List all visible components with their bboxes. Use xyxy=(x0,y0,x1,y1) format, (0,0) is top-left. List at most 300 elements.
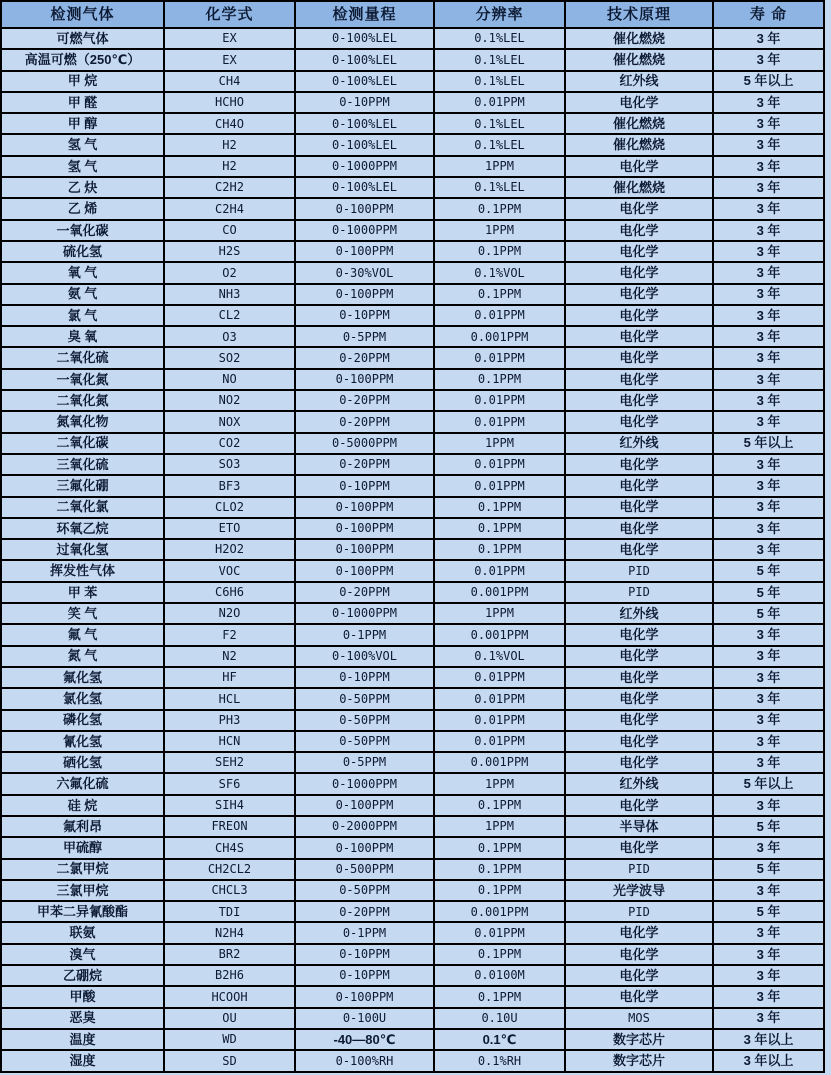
table-row xyxy=(1,859,824,880)
cell-technology: 电化学 xyxy=(565,92,713,113)
cell-lifespan: 3 年 xyxy=(713,688,824,709)
cell-technology: 电化学 xyxy=(565,837,713,858)
table-row xyxy=(1,134,824,155)
cell-technology: 电化学 xyxy=(565,198,713,219)
cell-lifespan: 3 年 xyxy=(713,49,824,70)
cell-lifespan: 3 年 xyxy=(713,305,824,326)
cell-resolution: 0.01PPM xyxy=(434,390,565,411)
cell-gas-name: 三氟化硼 xyxy=(1,475,164,496)
cell-detection-range: 0-100%LEL xyxy=(295,28,434,49)
cell-gas-name: 乙 烯 xyxy=(1,198,164,219)
table-row xyxy=(1,965,824,986)
cell-resolution: 0.1%LEL xyxy=(434,177,565,198)
cell-resolution: 0.1PPM xyxy=(434,944,565,965)
cell-gas-name: 三氯甲烷 xyxy=(1,880,164,901)
cell-resolution: 0.1PPM xyxy=(434,837,565,858)
cell-technology: 电化学 xyxy=(565,241,713,262)
cell-detection-range: 0-100%LEL xyxy=(295,113,434,134)
cell-gas-name: 氨 气 xyxy=(1,284,164,305)
table-row xyxy=(1,177,824,198)
cell-resolution: 0.1%VOL xyxy=(434,262,565,283)
cell-gas-name: 二氧化氯 xyxy=(1,497,164,518)
cell-chemical-formula: ETO xyxy=(164,518,295,539)
cell-chemical-formula: H2O2 xyxy=(164,539,295,560)
table-row xyxy=(1,433,824,454)
cell-lifespan: 3 年 xyxy=(713,92,824,113)
cell-lifespan: 3 年 xyxy=(713,156,824,177)
cell-chemical-formula: CL2 xyxy=(164,305,295,326)
table-row xyxy=(1,305,824,326)
cell-chemical-formula: N2O xyxy=(164,603,295,624)
cell-detection-range: 0-10PPM xyxy=(295,944,434,965)
cell-gas-name: 磷化氢 xyxy=(1,710,164,731)
cell-detection-range: 0-10PPM xyxy=(295,965,434,986)
column-header-detection-range: 检测量程 xyxy=(295,1,434,28)
cell-technology: 电化学 xyxy=(565,986,713,1007)
cell-technology: 电化学 xyxy=(565,688,713,709)
cell-detection-range: 0-100PPM xyxy=(295,518,434,539)
cell-lifespan: 3 年 xyxy=(713,667,824,688)
cell-resolution: 0.10U xyxy=(434,1008,565,1029)
cell-detection-range: 0-100PPM xyxy=(295,241,434,262)
cell-detection-range: 0-5000PPM xyxy=(295,433,434,454)
cell-lifespan: 3 年 xyxy=(713,624,824,645)
cell-chemical-formula: EX xyxy=(164,28,295,49)
cell-chemical-formula: H2S xyxy=(164,241,295,262)
cell-detection-range: 0-20PPM xyxy=(295,411,434,432)
column-header-chemical-formula: 化学式 xyxy=(164,1,295,28)
cell-detection-range: 0-100PPM xyxy=(295,837,434,858)
table-row xyxy=(1,369,824,390)
cell-resolution: 0.01PPM xyxy=(434,411,565,432)
cell-detection-range: 0-5PPM xyxy=(295,752,434,773)
cell-technology: 红外线 xyxy=(565,603,713,624)
cell-resolution: 0.01PPM xyxy=(434,347,565,368)
table-row xyxy=(1,539,824,560)
cell-detection-range: 0-100%RH xyxy=(295,1050,434,1072)
cell-resolution: 1PPM xyxy=(434,433,565,454)
cell-gas-name: 臭 氧 xyxy=(1,326,164,347)
cell-resolution: 0.1%RH xyxy=(434,1050,565,1072)
cell-technology: 红外线 xyxy=(565,773,713,794)
cell-resolution: 0.01PPM xyxy=(434,475,565,496)
cell-detection-range: 0-100%VOL xyxy=(295,646,434,667)
cell-detection-range: 0-5PPM xyxy=(295,326,434,347)
table-row xyxy=(1,880,824,901)
table-row xyxy=(1,582,824,603)
cell-resolution: 0.1℃ xyxy=(434,1029,565,1050)
cell-chemical-formula: CH2CL2 xyxy=(164,859,295,880)
cell-chemical-formula: HCOOH xyxy=(164,986,295,1007)
cell-lifespan: 3 年 xyxy=(713,1008,824,1029)
cell-resolution: 0.0100M xyxy=(434,965,565,986)
cell-chemical-formula: NH3 xyxy=(164,284,295,305)
cell-technology: 电化学 xyxy=(565,411,713,432)
cell-lifespan: 3 年 xyxy=(713,880,824,901)
table-row xyxy=(1,603,824,624)
cell-technology: 电化学 xyxy=(565,454,713,475)
cell-chemical-formula: BF3 xyxy=(164,475,295,496)
cell-gas-name: 氧 气 xyxy=(1,262,164,283)
cell-technology: 催化燃烧 xyxy=(565,177,713,198)
cell-chemical-formula: BR2 xyxy=(164,944,295,965)
cell-resolution: 0.01PPM xyxy=(434,731,565,752)
cell-lifespan: 3 年 xyxy=(713,134,824,155)
table-row xyxy=(1,220,824,241)
table-row xyxy=(1,986,824,1007)
cell-resolution: 0.1PPM xyxy=(434,795,565,816)
cell-chemical-formula: NO2 xyxy=(164,390,295,411)
cell-lifespan: 3 年 xyxy=(713,326,824,347)
cell-resolution: 0.1PPM xyxy=(434,518,565,539)
table-row xyxy=(1,624,824,645)
cell-gas-name: 六氟化硫 xyxy=(1,773,164,794)
cell-technology: 电化学 xyxy=(565,646,713,667)
cell-detection-range: 0-100%LEL xyxy=(295,134,434,155)
cell-technology: 电化学 xyxy=(565,220,713,241)
table-row xyxy=(1,262,824,283)
table-row xyxy=(1,113,824,134)
cell-lifespan: 3 年 xyxy=(713,710,824,731)
table-row xyxy=(1,837,824,858)
cell-chemical-formula: CO2 xyxy=(164,433,295,454)
cell-lifespan: 3 年 xyxy=(713,837,824,858)
cell-chemical-formula: VOC xyxy=(164,560,295,581)
cell-chemical-formula: SO2 xyxy=(164,347,295,368)
cell-detection-range: 0-100PPM xyxy=(295,497,434,518)
cell-chemical-formula: SEH2 xyxy=(164,752,295,773)
cell-resolution: 1PPM xyxy=(434,220,565,241)
cell-chemical-formula: CH4S xyxy=(164,837,295,858)
cell-detection-range: 0-50PPM xyxy=(295,688,434,709)
column-header-lifespan: 寿 命 xyxy=(713,1,824,28)
cell-technology: 电化学 xyxy=(565,390,713,411)
cell-chemical-formula: C6H6 xyxy=(164,582,295,603)
cell-technology: 电化学 xyxy=(565,667,713,688)
cell-technology: 催化燃烧 xyxy=(565,134,713,155)
cell-chemical-formula: N2H4 xyxy=(164,922,295,943)
cell-gas-name: 氮氧化物 xyxy=(1,411,164,432)
cell-technology: 红外线 xyxy=(565,71,713,92)
table-row xyxy=(1,1008,824,1029)
table-row xyxy=(1,667,824,688)
table-row xyxy=(1,454,824,475)
cell-resolution: 0.1%VOL xyxy=(434,646,565,667)
cell-chemical-formula: EX xyxy=(164,49,295,70)
cell-resolution: 0.01PPM xyxy=(434,667,565,688)
cell-technology: 数字芯片 xyxy=(565,1050,713,1072)
cell-resolution: 0.01PPM xyxy=(434,710,565,731)
table-row xyxy=(1,198,824,219)
cell-gas-name: 氮 气 xyxy=(1,646,164,667)
cell-chemical-formula: CO xyxy=(164,220,295,241)
cell-resolution: 0.1%LEL xyxy=(434,49,565,70)
cell-resolution: 0.01PPM xyxy=(434,560,565,581)
cell-lifespan: 3 年 xyxy=(713,411,824,432)
cell-technology: 电化学 xyxy=(565,497,713,518)
cell-detection-range: 0-50PPM xyxy=(295,880,434,901)
cell-technology: 电化学 xyxy=(565,369,713,390)
cell-technology: 电化学 xyxy=(565,262,713,283)
cell-resolution: 0.1%LEL xyxy=(434,71,565,92)
cell-detection-range: 0-20PPM xyxy=(295,347,434,368)
cell-resolution: 0.1%LEL xyxy=(434,113,565,134)
cell-detection-range: 0-500PPM xyxy=(295,859,434,880)
cell-detection-range: 0-20PPM xyxy=(295,582,434,603)
cell-chemical-formula: H2 xyxy=(164,134,295,155)
cell-detection-range: 0-100U xyxy=(295,1008,434,1029)
cell-gas-name: 氯 气 xyxy=(1,305,164,326)
table-body xyxy=(1,28,824,1072)
table-row xyxy=(1,71,824,92)
table-row xyxy=(1,646,824,667)
cell-lifespan: 3 年 xyxy=(713,28,824,49)
cell-chemical-formula: O3 xyxy=(164,326,295,347)
cell-lifespan: 3 年 xyxy=(713,198,824,219)
cell-technology: 电化学 xyxy=(565,922,713,943)
cell-detection-range: 0-1000PPM xyxy=(295,220,434,241)
cell-technology: 催化燃烧 xyxy=(565,49,713,70)
cell-technology: 电化学 xyxy=(565,305,713,326)
cell-resolution: 0.1PPM xyxy=(434,539,565,560)
cell-technology: 电化学 xyxy=(565,710,713,731)
cell-detection-range: 0-10PPM xyxy=(295,92,434,113)
cell-gas-name: 温度 xyxy=(1,1029,164,1050)
cell-resolution: 0.1PPM xyxy=(434,198,565,219)
cell-resolution: 0.1%LEL xyxy=(434,28,565,49)
cell-detection-range: 0-100PPM xyxy=(295,369,434,390)
cell-technology: 催化燃烧 xyxy=(565,113,713,134)
table-row xyxy=(1,49,824,70)
cell-resolution: 1PPM xyxy=(434,816,565,837)
cell-chemical-formula: SIH4 xyxy=(164,795,295,816)
table-row xyxy=(1,347,824,368)
cell-detection-range: 0-100PPM xyxy=(295,560,434,581)
cell-chemical-formula: C2H2 xyxy=(164,177,295,198)
cell-resolution: 0.001PPM xyxy=(434,326,565,347)
cell-gas-name: 湿度 xyxy=(1,1050,164,1072)
cell-resolution: 0.1PPM xyxy=(434,284,565,305)
cell-chemical-formula: H2 xyxy=(164,156,295,177)
cell-chemical-formula: CHCL3 xyxy=(164,880,295,901)
cell-technology: 电化学 xyxy=(565,731,713,752)
cell-gas-name: 氢 气 xyxy=(1,134,164,155)
cell-detection-range: 0-100PPM xyxy=(295,198,434,219)
cell-gas-name: 挥发性气体 xyxy=(1,560,164,581)
cell-chemical-formula: O2 xyxy=(164,262,295,283)
cell-gas-name: 一氧化碳 xyxy=(1,220,164,241)
cell-gas-name: 氢 气 xyxy=(1,156,164,177)
cell-lifespan: 3 年 xyxy=(713,646,824,667)
cell-resolution: 0.001PPM xyxy=(434,752,565,773)
cell-chemical-formula: OU xyxy=(164,1008,295,1029)
table-row xyxy=(1,156,824,177)
cell-lifespan: 3 年 xyxy=(713,752,824,773)
cell-gas-name: 硅 烷 xyxy=(1,795,164,816)
cell-technology: 电化学 xyxy=(565,156,713,177)
cell-lifespan: 3 年 xyxy=(713,177,824,198)
table-row xyxy=(1,731,824,752)
table-row xyxy=(1,816,824,837)
cell-technology: PID xyxy=(565,560,713,581)
cell-resolution: 0.001PPM xyxy=(434,901,565,922)
cell-lifespan: 3 年 xyxy=(713,475,824,496)
cell-gas-name: 二氧化硫 xyxy=(1,347,164,368)
cell-technology: PID xyxy=(565,582,713,603)
cell-technology: 电化学 xyxy=(565,944,713,965)
cell-lifespan: 3 年 xyxy=(713,965,824,986)
cell-technology: PID xyxy=(565,859,713,880)
cell-lifespan: 3 年 xyxy=(713,497,824,518)
cell-detection-range: 0-1000PPM xyxy=(295,773,434,794)
cell-detection-range: 0-100PPM xyxy=(295,284,434,305)
header-row xyxy=(1,1,824,28)
cell-resolution: 0.001PPM xyxy=(434,624,565,645)
cell-chemical-formula: PH3 xyxy=(164,710,295,731)
cell-detection-range: 0-30%VOL xyxy=(295,262,434,283)
cell-lifespan: 3 年 xyxy=(713,795,824,816)
cell-chemical-formula: WD xyxy=(164,1029,295,1050)
table-row xyxy=(1,560,824,581)
cell-detection-range: 0-100PPM xyxy=(295,539,434,560)
table-header xyxy=(1,1,824,28)
cell-detection-range: 0-1000PPM xyxy=(295,603,434,624)
cell-chemical-formula: HCN xyxy=(164,731,295,752)
cell-technology: 数字芯片 xyxy=(565,1029,713,1050)
cell-chemical-formula: C2H4 xyxy=(164,198,295,219)
cell-gas-name: 二氧化氮 xyxy=(1,390,164,411)
table-row xyxy=(1,411,824,432)
cell-gas-name: 三氧化硫 xyxy=(1,454,164,475)
cell-gas-name: 过氧化氢 xyxy=(1,539,164,560)
cell-resolution: 0.01PPM xyxy=(434,305,565,326)
cell-lifespan: 3 年 xyxy=(713,922,824,943)
cell-lifespan: 3 年 xyxy=(713,284,824,305)
cell-lifespan: 3 年 xyxy=(713,731,824,752)
table-row xyxy=(1,28,824,49)
table-row xyxy=(1,241,824,262)
cell-lifespan: 5 年 xyxy=(713,901,824,922)
cell-chemical-formula: CH4O xyxy=(164,113,295,134)
cell-resolution: 1PPM xyxy=(434,603,565,624)
cell-gas-name: 恶臭 xyxy=(1,1008,164,1029)
cell-lifespan: 3 年 xyxy=(713,262,824,283)
cell-gas-name: 环氧乙烷 xyxy=(1,518,164,539)
cell-resolution: 0.1PPM xyxy=(434,241,565,262)
cell-chemical-formula: NO xyxy=(164,369,295,390)
cell-detection-range: 0-100%LEL xyxy=(295,71,434,92)
cell-gas-name: 甲 烷 xyxy=(1,71,164,92)
table-row xyxy=(1,795,824,816)
cell-lifespan: 3 年 xyxy=(713,369,824,390)
cell-gas-name: 氟利昂 xyxy=(1,816,164,837)
column-header-technology: 技术原理 xyxy=(565,1,713,28)
table-row xyxy=(1,773,824,794)
cell-lifespan: 5 年 xyxy=(713,582,824,603)
column-header-resolution: 分辨率 xyxy=(434,1,565,28)
table-row xyxy=(1,497,824,518)
cell-lifespan: 3 年 xyxy=(713,241,824,262)
cell-gas-name: 硫化氢 xyxy=(1,241,164,262)
table-row xyxy=(1,92,824,113)
cell-gas-name: 氟化氢 xyxy=(1,667,164,688)
table-row xyxy=(1,475,824,496)
cell-detection-range: 0-1000PPM xyxy=(295,156,434,177)
cell-chemical-formula: HF xyxy=(164,667,295,688)
cell-gas-name: 氯化氢 xyxy=(1,688,164,709)
cell-resolution: 1PPM xyxy=(434,773,565,794)
cell-technology: 电化学 xyxy=(565,624,713,645)
cell-lifespan: 5 年以上 xyxy=(713,773,824,794)
table-row xyxy=(1,1029,824,1050)
cell-lifespan: 3 年 xyxy=(713,944,824,965)
cell-gas-name: 可燃气体 xyxy=(1,28,164,49)
cell-detection-range: 0-2000PPM xyxy=(295,816,434,837)
cell-lifespan: 3 年 xyxy=(713,390,824,411)
cell-chemical-formula: CH4 xyxy=(164,71,295,92)
cell-lifespan: 3 年 xyxy=(713,220,824,241)
cell-gas-name: 氟 气 xyxy=(1,624,164,645)
table-row xyxy=(1,326,824,347)
cell-gas-name: 溴气 xyxy=(1,944,164,965)
cell-detection-range: 0-100%LEL xyxy=(295,177,434,198)
cell-resolution: 0.1PPM xyxy=(434,369,565,390)
table-row xyxy=(1,1050,824,1072)
cell-resolution: 0.01PPM xyxy=(434,688,565,709)
cell-chemical-formula: F2 xyxy=(164,624,295,645)
cell-technology: 电化学 xyxy=(565,539,713,560)
cell-technology: 电化学 xyxy=(565,518,713,539)
cell-detection-range: 0-1PPM xyxy=(295,922,434,943)
cell-gas-name: 二氧化碳 xyxy=(1,433,164,454)
cell-resolution: 0.1%LEL xyxy=(434,134,565,155)
cell-detection-range: 0-20PPM xyxy=(295,901,434,922)
cell-chemical-formula: HCHO xyxy=(164,92,295,113)
table-row xyxy=(1,944,824,965)
cell-lifespan: 5 年 xyxy=(713,816,824,837)
cell-resolution: 0.001PPM xyxy=(434,582,565,603)
cell-detection-range: 0-100PPM xyxy=(295,986,434,1007)
cell-gas-name: 甲硫醇 xyxy=(1,837,164,858)
cell-lifespan: 3 年 xyxy=(713,986,824,1007)
cell-detection-range: 0-20PPM xyxy=(295,454,434,475)
table-row xyxy=(1,901,824,922)
cell-lifespan: 3 年 xyxy=(713,539,824,560)
cell-detection-range: 0-20PPM xyxy=(295,390,434,411)
cell-technology: MOS xyxy=(565,1008,713,1029)
cell-technology: 光学波导 xyxy=(565,880,713,901)
cell-lifespan: 3 年 xyxy=(713,454,824,475)
cell-resolution: 0.1PPM xyxy=(434,986,565,1007)
cell-detection-range: -40—80℃ xyxy=(295,1029,434,1050)
cell-chemical-formula: CLO2 xyxy=(164,497,295,518)
cell-detection-range: 0-10PPM xyxy=(295,475,434,496)
cell-detection-range: 0-50PPM xyxy=(295,710,434,731)
cell-chemical-formula: N2 xyxy=(164,646,295,667)
cell-chemical-formula: HCL xyxy=(164,688,295,709)
cell-lifespan: 5 年以上 xyxy=(713,71,824,92)
cell-technology: 半导体 xyxy=(565,816,713,837)
cell-detection-range: 0-100%LEL xyxy=(295,49,434,70)
cell-technology: 电化学 xyxy=(565,284,713,305)
table-row xyxy=(1,390,824,411)
column-header-gas-name: 检测气体 xyxy=(1,1,164,28)
cell-gas-name: 甲苯二异氰酸酯 xyxy=(1,901,164,922)
cell-lifespan: 3 年以上 xyxy=(713,1029,824,1050)
table-row xyxy=(1,688,824,709)
cell-technology: 电化学 xyxy=(565,326,713,347)
cell-chemical-formula: B2H6 xyxy=(164,965,295,986)
